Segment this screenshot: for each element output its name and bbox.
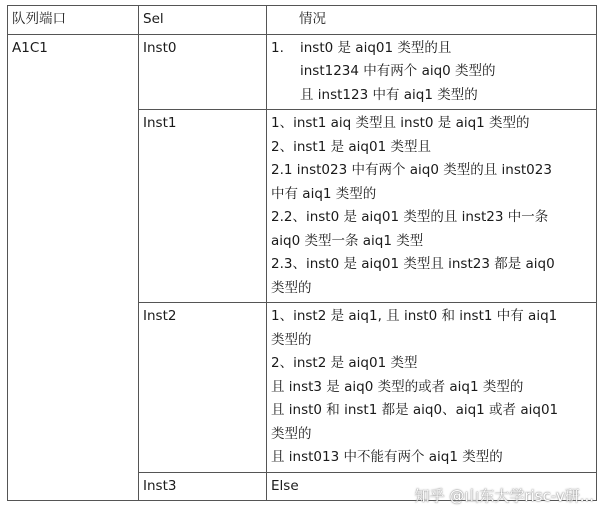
header-situation: 情况 [267,6,597,35]
situation-cell [267,303,597,473]
situation-cell [267,110,597,303]
situation-line: 类型的 [271,425,312,442]
port-cell: A1C1 [8,34,139,501]
header-row [8,6,597,35]
condition-table [7,5,597,501]
situation-line: 2、inst2 是 aiq01 类型 [271,355,418,371]
situation-cell: Else [267,472,597,501]
situation-line: 且 inst3 是 aiq0 类型的或者 aiq1 类型的 [271,378,524,395]
header-sel: Sel [139,6,267,35]
situation-line: 中有 aiq1 类型的 [271,185,377,202]
situation-line: 1、inst1 aiq 类型且 inst0 是 aiq1 类型的 [271,115,530,131]
situation-cell [267,34,597,110]
sel-cell: Inst0 [139,34,267,110]
watermark: 知乎 @山东大学risc-v研... [414,487,594,505]
situation-line: 且 inst123 中有 aiq1 类型的 [300,86,478,103]
situation-line: inst0 是 aiq01 类型的且 [300,39,452,56]
situation-line: 且 inst013 中不能有两个 aiq1 类型的 [271,449,503,465]
header-port: 队列端口 [8,6,139,35]
situation-line: 2.3、inst0 是 aiq01 类型且 inst23 都是 aiq0 [271,256,555,272]
situation-line: 且 inst0 和 inst1 都是 aiq0、aiq1 或者 aiq01 [271,402,559,418]
table-row [8,34,597,110]
situation-line: 2、inst1 是 aiq01 类型且 [271,138,431,155]
situation-line: aiq0 类型一条 aiq1 类型 [271,232,424,249]
sel-cell: Inst1 [139,110,267,303]
list-number: 1. [271,39,284,56]
situation-line: 1、inst2 是 aiq1, 且 inst0 和 inst1 中有 aiq1 [271,308,558,324]
situation-line: 2.1 inst023 中有两个 aiq0 类型的且 inst023 [271,162,552,178]
situation-line: 类型的 [271,279,312,296]
sel-cell: Inst3 [139,472,267,501]
situation-line: 类型的 [271,331,312,348]
sel-cell: Inst2 [139,303,267,473]
situation-line: inst1234 中有两个 aiq0 类型的 [300,63,496,79]
situation-line: 2.2、inst0 是 aiq01 类型的且 inst23 中一条 [271,209,549,225]
